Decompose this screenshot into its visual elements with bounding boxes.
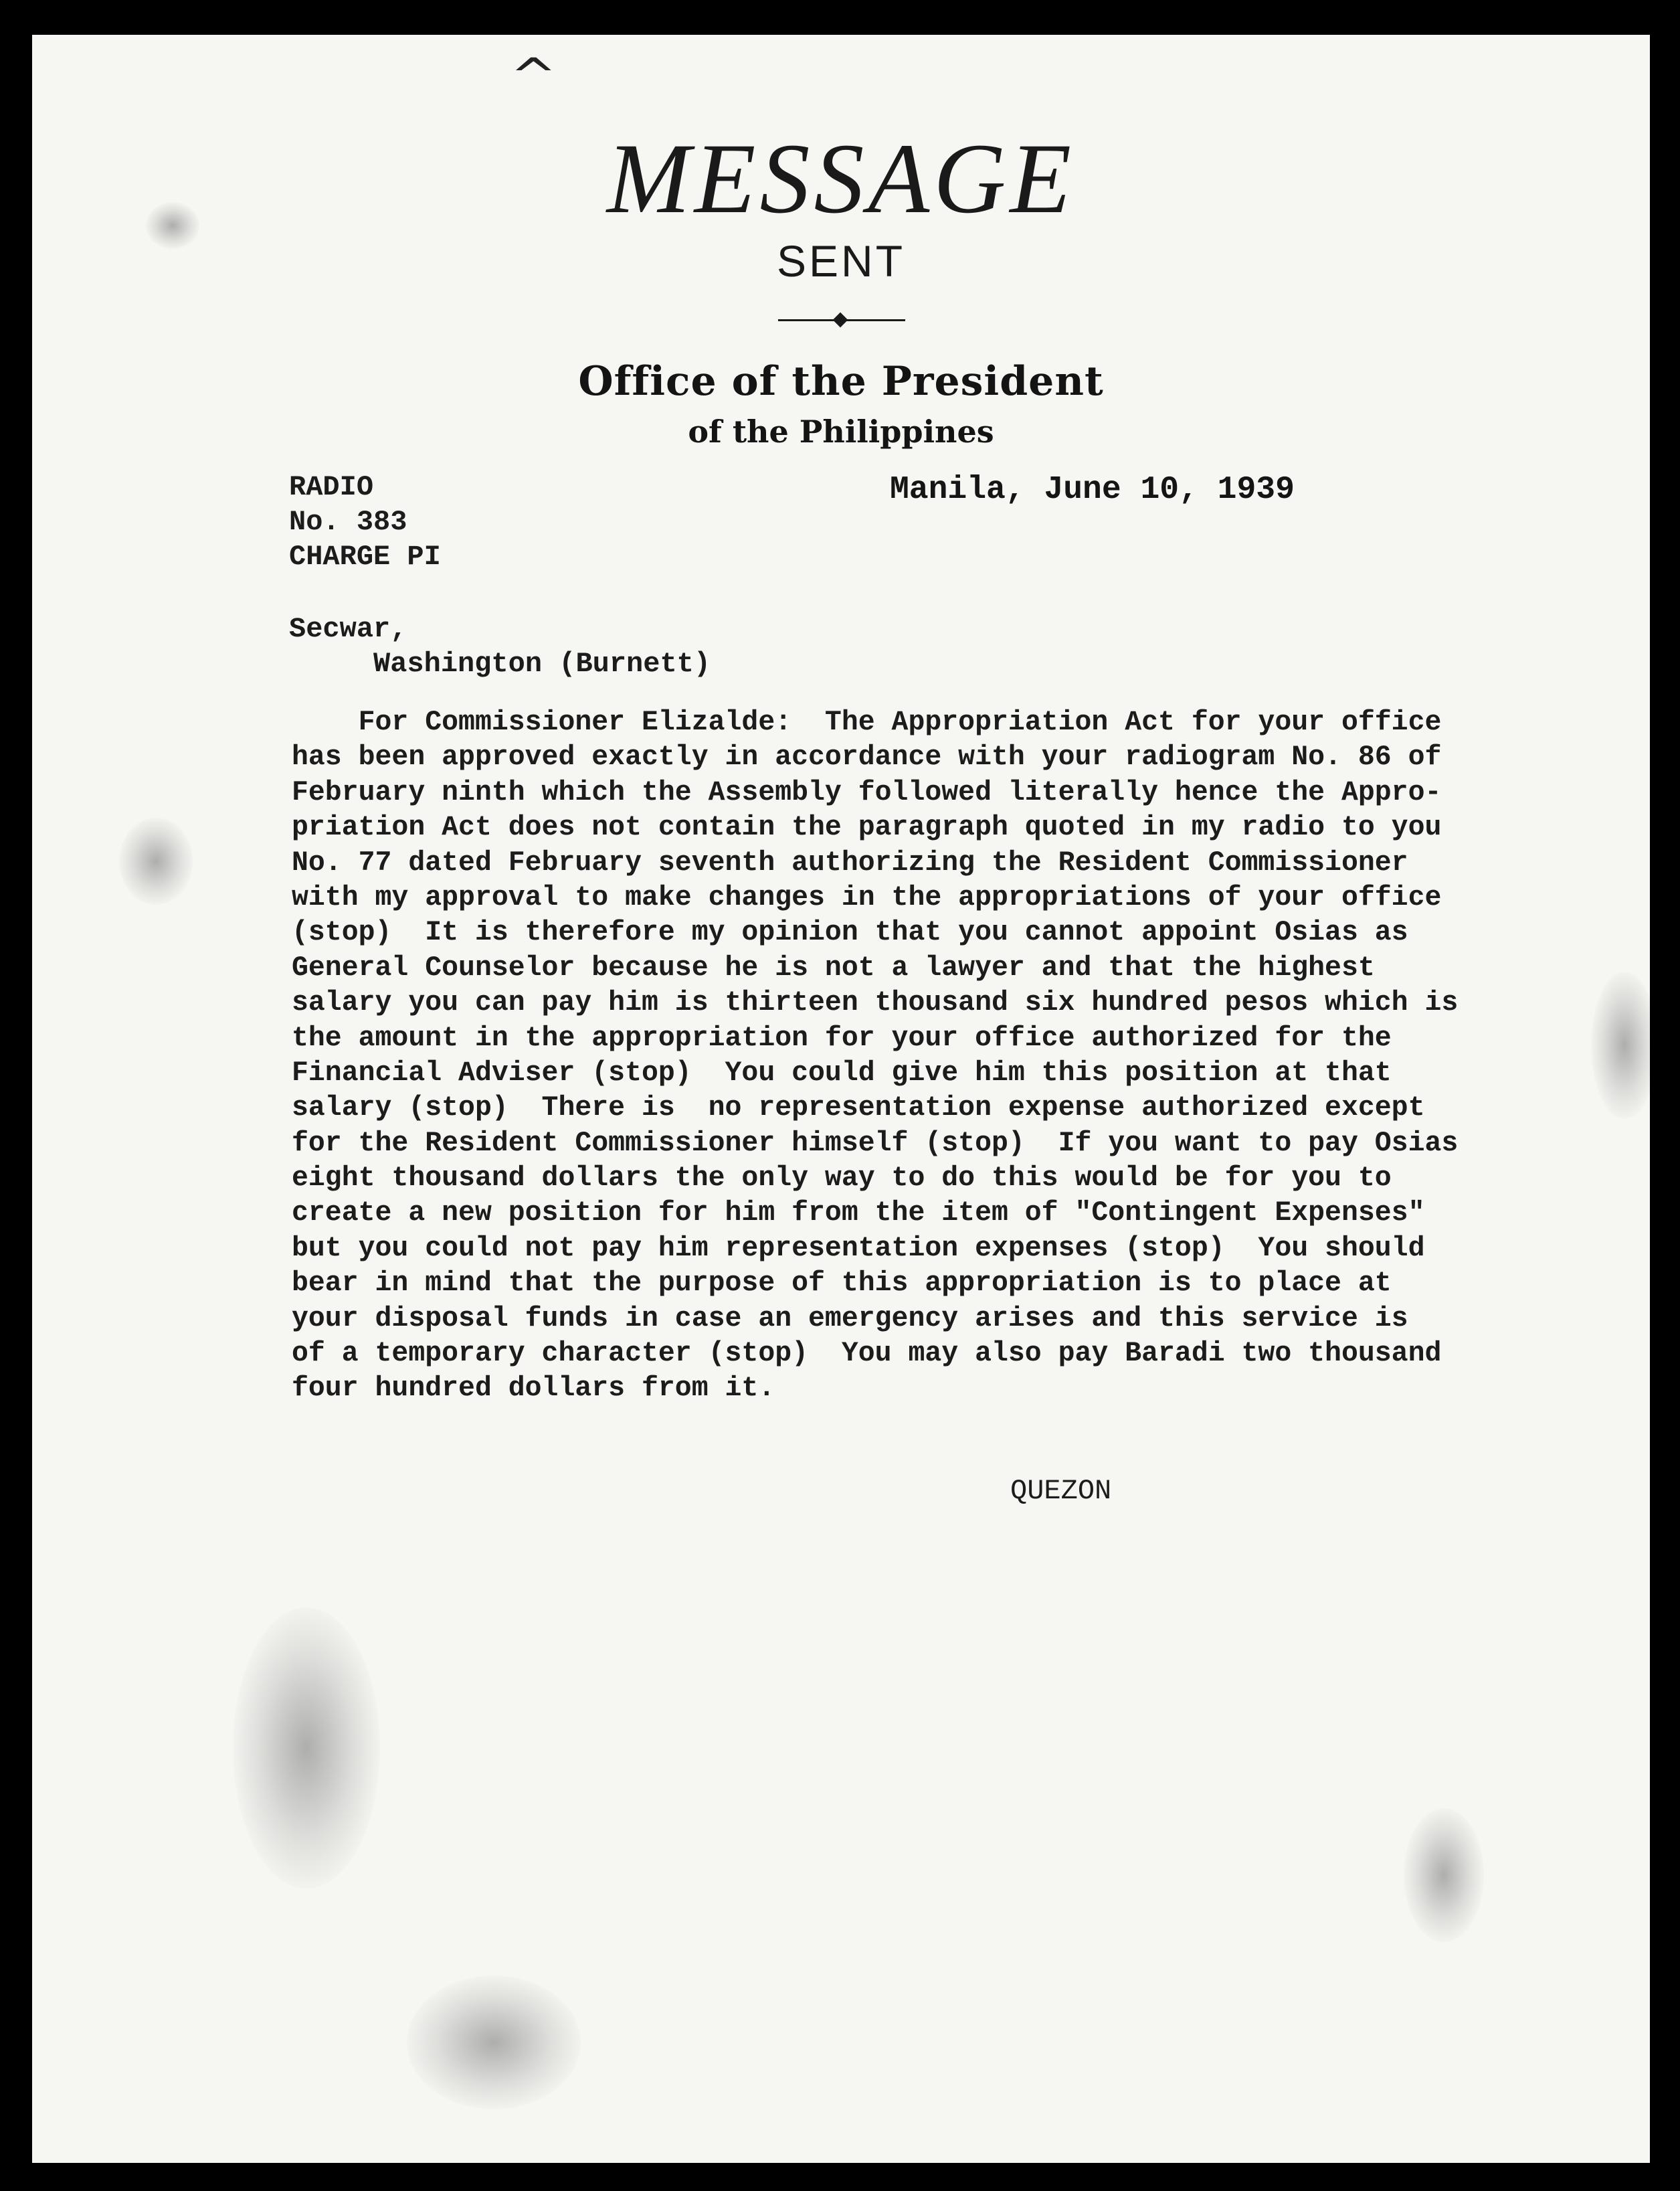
divider-ornament-icon bbox=[833, 313, 848, 328]
body-line: bear in mind that the purpose of this appropriation is to place at bbox=[292, 1267, 1392, 1300]
addressee-line2: Washington (Burnett) bbox=[373, 648, 711, 680]
body-line: February ninth which the Assembly followed literally hence the Appro- bbox=[292, 776, 1442, 808]
office-country: of the Philippines bbox=[688, 414, 994, 450]
letterhead-subtitle: SENT bbox=[776, 236, 906, 286]
body-line: eight thousand dollars the only way to do this would be for you to bbox=[292, 1162, 1392, 1195]
body-line: the amount in the appropriation for your office authorized for the bbox=[292, 1022, 1392, 1054]
body-line: with my approval to make changes in the appropriations of your office bbox=[292, 881, 1442, 913]
office-name: Office of the President bbox=[578, 358, 1104, 405]
body-line: create a new position for him from the item of "Contingent Expenses" bbox=[292, 1197, 1425, 1229]
body-line: salary (stop) There is no representation expense authorized except bbox=[292, 1092, 1425, 1124]
body-line: your disposal funds in case an emergency arises and this service is bbox=[292, 1302, 1408, 1334]
body-line: for the Resident Commissioner himself (stop) If you want to pay Osias bbox=[292, 1127, 1459, 1159]
addressee-line1: Secwar, bbox=[289, 613, 407, 645]
body-line: but you could not pay him representation expenses (stop) You should bbox=[292, 1232, 1425, 1264]
body-line: For Commissioner Elizalde: The Appropriation Act for your office bbox=[292, 707, 1442, 738]
handwritten-caret-mark: ^ bbox=[510, 48, 557, 103]
body-line: No. 77 dated February seventh authorizing the Resident Commissioner bbox=[292, 847, 1408, 879]
body-line: has been approved exactly in accordance with your radiogram No. 86 of bbox=[292, 741, 1442, 774]
routing-type: RADIO bbox=[289, 471, 374, 503]
body-line: of a temporary character (stop) You may also pay Baradi two thousand bbox=[292, 1338, 1442, 1370]
body-line: Financial Adviser (stop) You could give him this position at that bbox=[292, 1057, 1392, 1089]
document-page bbox=[32, 35, 1650, 2163]
body-line: priation Act does not contain the paragraph quoted in my radio to you bbox=[292, 812, 1442, 844]
body-line: salary you can pay him is thirteen thousand six hundred pesos which is bbox=[292, 987, 1459, 1019]
body-line: four hundred dollars from it. bbox=[292, 1373, 775, 1405]
body-line: (stop) It is therefore my opinion that you cannot appoint Osias as bbox=[292, 917, 1408, 949]
routing-charge: CHARGE PI bbox=[289, 541, 441, 573]
letterhead-title: MESSAGE bbox=[606, 123, 1076, 234]
signature: QUEZON bbox=[1010, 1475, 1112, 1507]
body-line: General Counselor because he is not a lawyer and that the highest bbox=[292, 952, 1375, 984]
message-body bbox=[292, 705, 1516, 1407]
place-date: Manila, June 10, 1939 bbox=[890, 472, 1295, 508]
routing-number: No. 383 bbox=[289, 506, 407, 538]
